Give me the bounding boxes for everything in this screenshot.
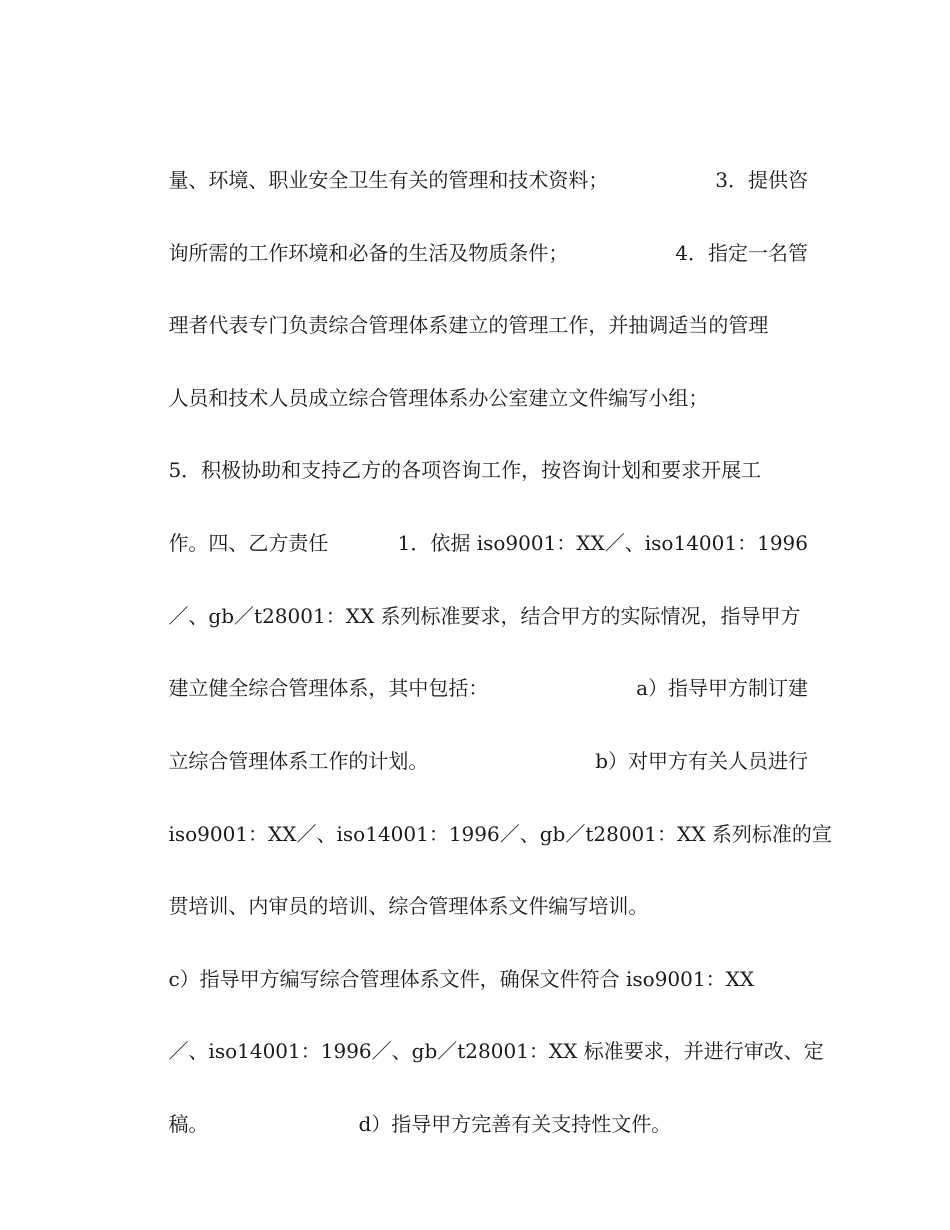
- text-segment: a）指导甲方制订建: [636, 676, 808, 700]
- text-line: [143, 780, 832, 846]
- text-line: [143, 1070, 808, 1136]
- text-line: [143, 199, 808, 265]
- text-line: [143, 489, 808, 555]
- text-segment: 贯培训、内审员的培训、综合管理体系文件编写培训。: [168, 894, 649, 918]
- text-line: [143, 126, 808, 192]
- text-segment: 1．依据 iso9001：XX／、iso14001：1996: [397, 531, 808, 555]
- text-segment: 人员和技术人员成立综合管理体系办公室建立文件编写小组；: [168, 386, 709, 410]
- text-segment: c）指导甲方编写综合管理体系文件，确保文件符合 iso9001：XX: [168, 967, 755, 991]
- text-segment: 稿。: [168, 1112, 209, 1136]
- text-segment: 立综合管理体系工作的计划。: [168, 749, 429, 773]
- text-segment: d）指导甲方完善有关支持性文件。: [358, 1112, 672, 1136]
- text-segment: 4．指定一名管: [675, 241, 808, 265]
- text-segment: iso9001：XX／、iso14001：1996／、gb／t28001：XX 系列标准的宣: [168, 822, 832, 846]
- text-line: [143, 852, 808, 918]
- text-line: [143, 707, 808, 773]
- text-line: [143, 344, 808, 410]
- text-segment: 量、环境、职业安全卫生有关的管理和技术资料；: [168, 168, 609, 192]
- text-segment: 建立健全综合管理体系，其中包括：: [168, 676, 489, 700]
- text-segment: 3．提供咨: [715, 168, 808, 192]
- text-line: [143, 271, 808, 337]
- text-segment: 理者代表专门负责综合管理体系建立的管理工作，并抽调适当的管理: [168, 313, 769, 337]
- text-segment: ／、gb／t28001：XX 系列标准要求，结合甲方的实际情况，指导甲方: [168, 604, 801, 628]
- text-segment: b）对甲方有关人员进行: [595, 749, 808, 773]
- text-segment: 5．积极协助和支持乙方的各项咨询工作，按咨询计划和要求开展工: [168, 458, 762, 482]
- text-line: [143, 416, 808, 482]
- text-segment: 作。四、乙方责任: [168, 531, 329, 555]
- text-segment: ／、iso14001：1996／、gb／t28001：XX 标准要求，并进行审改、定: [168, 1039, 824, 1063]
- text-line: [143, 997, 824, 1063]
- text-line: [143, 925, 808, 991]
- text-segment: 询所需的工作环境和必备的生活及物质条件；: [168, 241, 569, 265]
- text-line: [143, 634, 808, 700]
- text-line: [143, 562, 808, 628]
